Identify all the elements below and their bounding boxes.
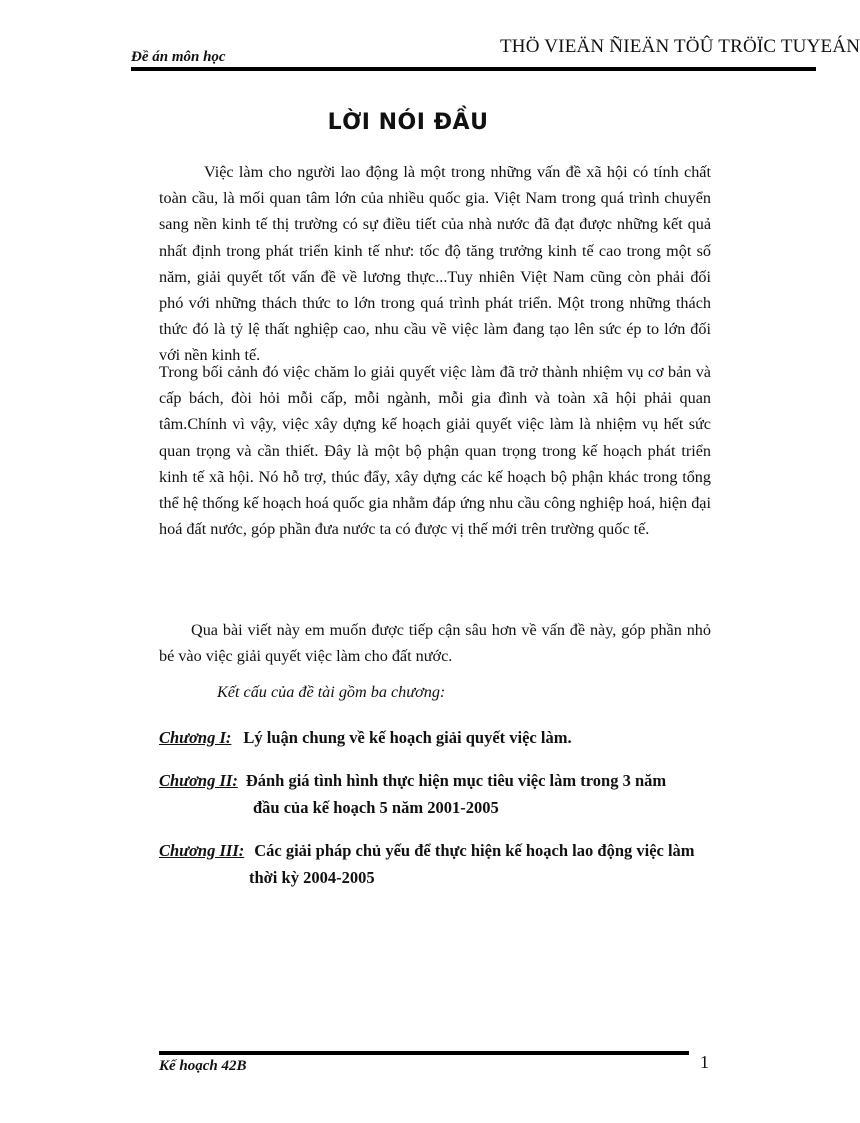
footer-divider [159,1051,689,1055]
chapter-1-label: Chương I: [159,728,232,747]
chapter-3-label: Chương III: [159,841,245,860]
page-number: 1 [700,1052,709,1072]
chapter-3 [159,837,695,891]
header-divider [131,67,816,71]
chapter-2-label: Chương II: [159,771,238,790]
chapter-2 [159,767,666,821]
page-title: LỜI NÓI ĐẦU [327,110,489,135]
chapter-3-title-continued: thời kỳ 2004-2005 [249,868,375,887]
chapter-2-title-continued: đầu của kế hoạch 5 năm 2001-2005 [253,798,499,817]
chapter-2-title: Đánh giá tình hình thực hiện mục tiêu việc làm trong 3 năm [245,771,667,790]
chapter-1-title: Lý luận chung về kế hoạch giải quyết việc làm. [243,728,572,747]
chapter-3-title: Các giải pháp chủ yếu để thực hiện kế hoạch lao động việc làm [254,841,695,860]
intro-paragraph-1: Việc làm cho người lao động là một trong những vấn đề xã hội có tính chất toàn cầu, là mối quan tâm lớn của nhiều quốc gia. Việt Nam trong quá trình chuyển sang nền kinh tế thị trường có sự điều tiết của nhà nước đã đạt được những kết quả nhất định trong phát triển kinh tế như: tốc độ tăng trưởng kinh tế cao trong một số năm, giải quyết tốt vấn đề về lương thực...Tuy nhiên Việt Nam cũng còn phải đối phó với những thách thức to lớn trong quá trình phát triển. Một trong những thách thức đó là tỷ lệ thất nghiệp cao, nhu cầu về việc làm đang tạo lên sức ép to lớn đối với nền kinh tế. [159,163,711,365]
intro-paragraph-2: Trong bối cảnh đó việc chăm lo giải quyết việc làm đã trở thành nhiệm vụ cơ bản và cấp bách, đòi hỏi mỗi cấp, mỗi ngành, mỗi gia đình và toàn xã hội phải quan tâm.Chính vì vậy, việc xây dựng kế hoạch giải quyết việc làm là nhiệm vụ hết sức quan trọng và cần thiết. Đây là một bộ phận quan trọng trong kế hoạch phát triển kinh tế xã hội. Nó hỗ trợ, thúc đẩy, xây dựng các kế hoạch bộ phận khác trong tổng thể hệ thống kế hoạch hoá quốc gia nhằm đáp ứng nhu cầu công nghiệp hoá, hiện đại hoá đất nước, góp phần đưa nước ta có được vị thế mới trên trường quốc tế. [159,363,711,539]
structure-intro: Kết cấu của đề tài gồm ba chương: [217,683,446,701]
intro-paragraph-3: Qua bài viết này em muốn được tiếp cận sâu hơn về vấn đề này, góp phần nhỏ bé vào việc giải quyết việc làm cho đất nước. [159,621,711,666]
header-course-label: Đề án môn học [131,49,226,65]
chapter-1 [159,724,572,751]
footer-class-label: Kế hoạch 42B [159,1058,247,1074]
header-library-watermark: THÖ VIEÄN ÑIEÄN TÖÛ TRÖÏC TUYEÁN [500,36,860,57]
